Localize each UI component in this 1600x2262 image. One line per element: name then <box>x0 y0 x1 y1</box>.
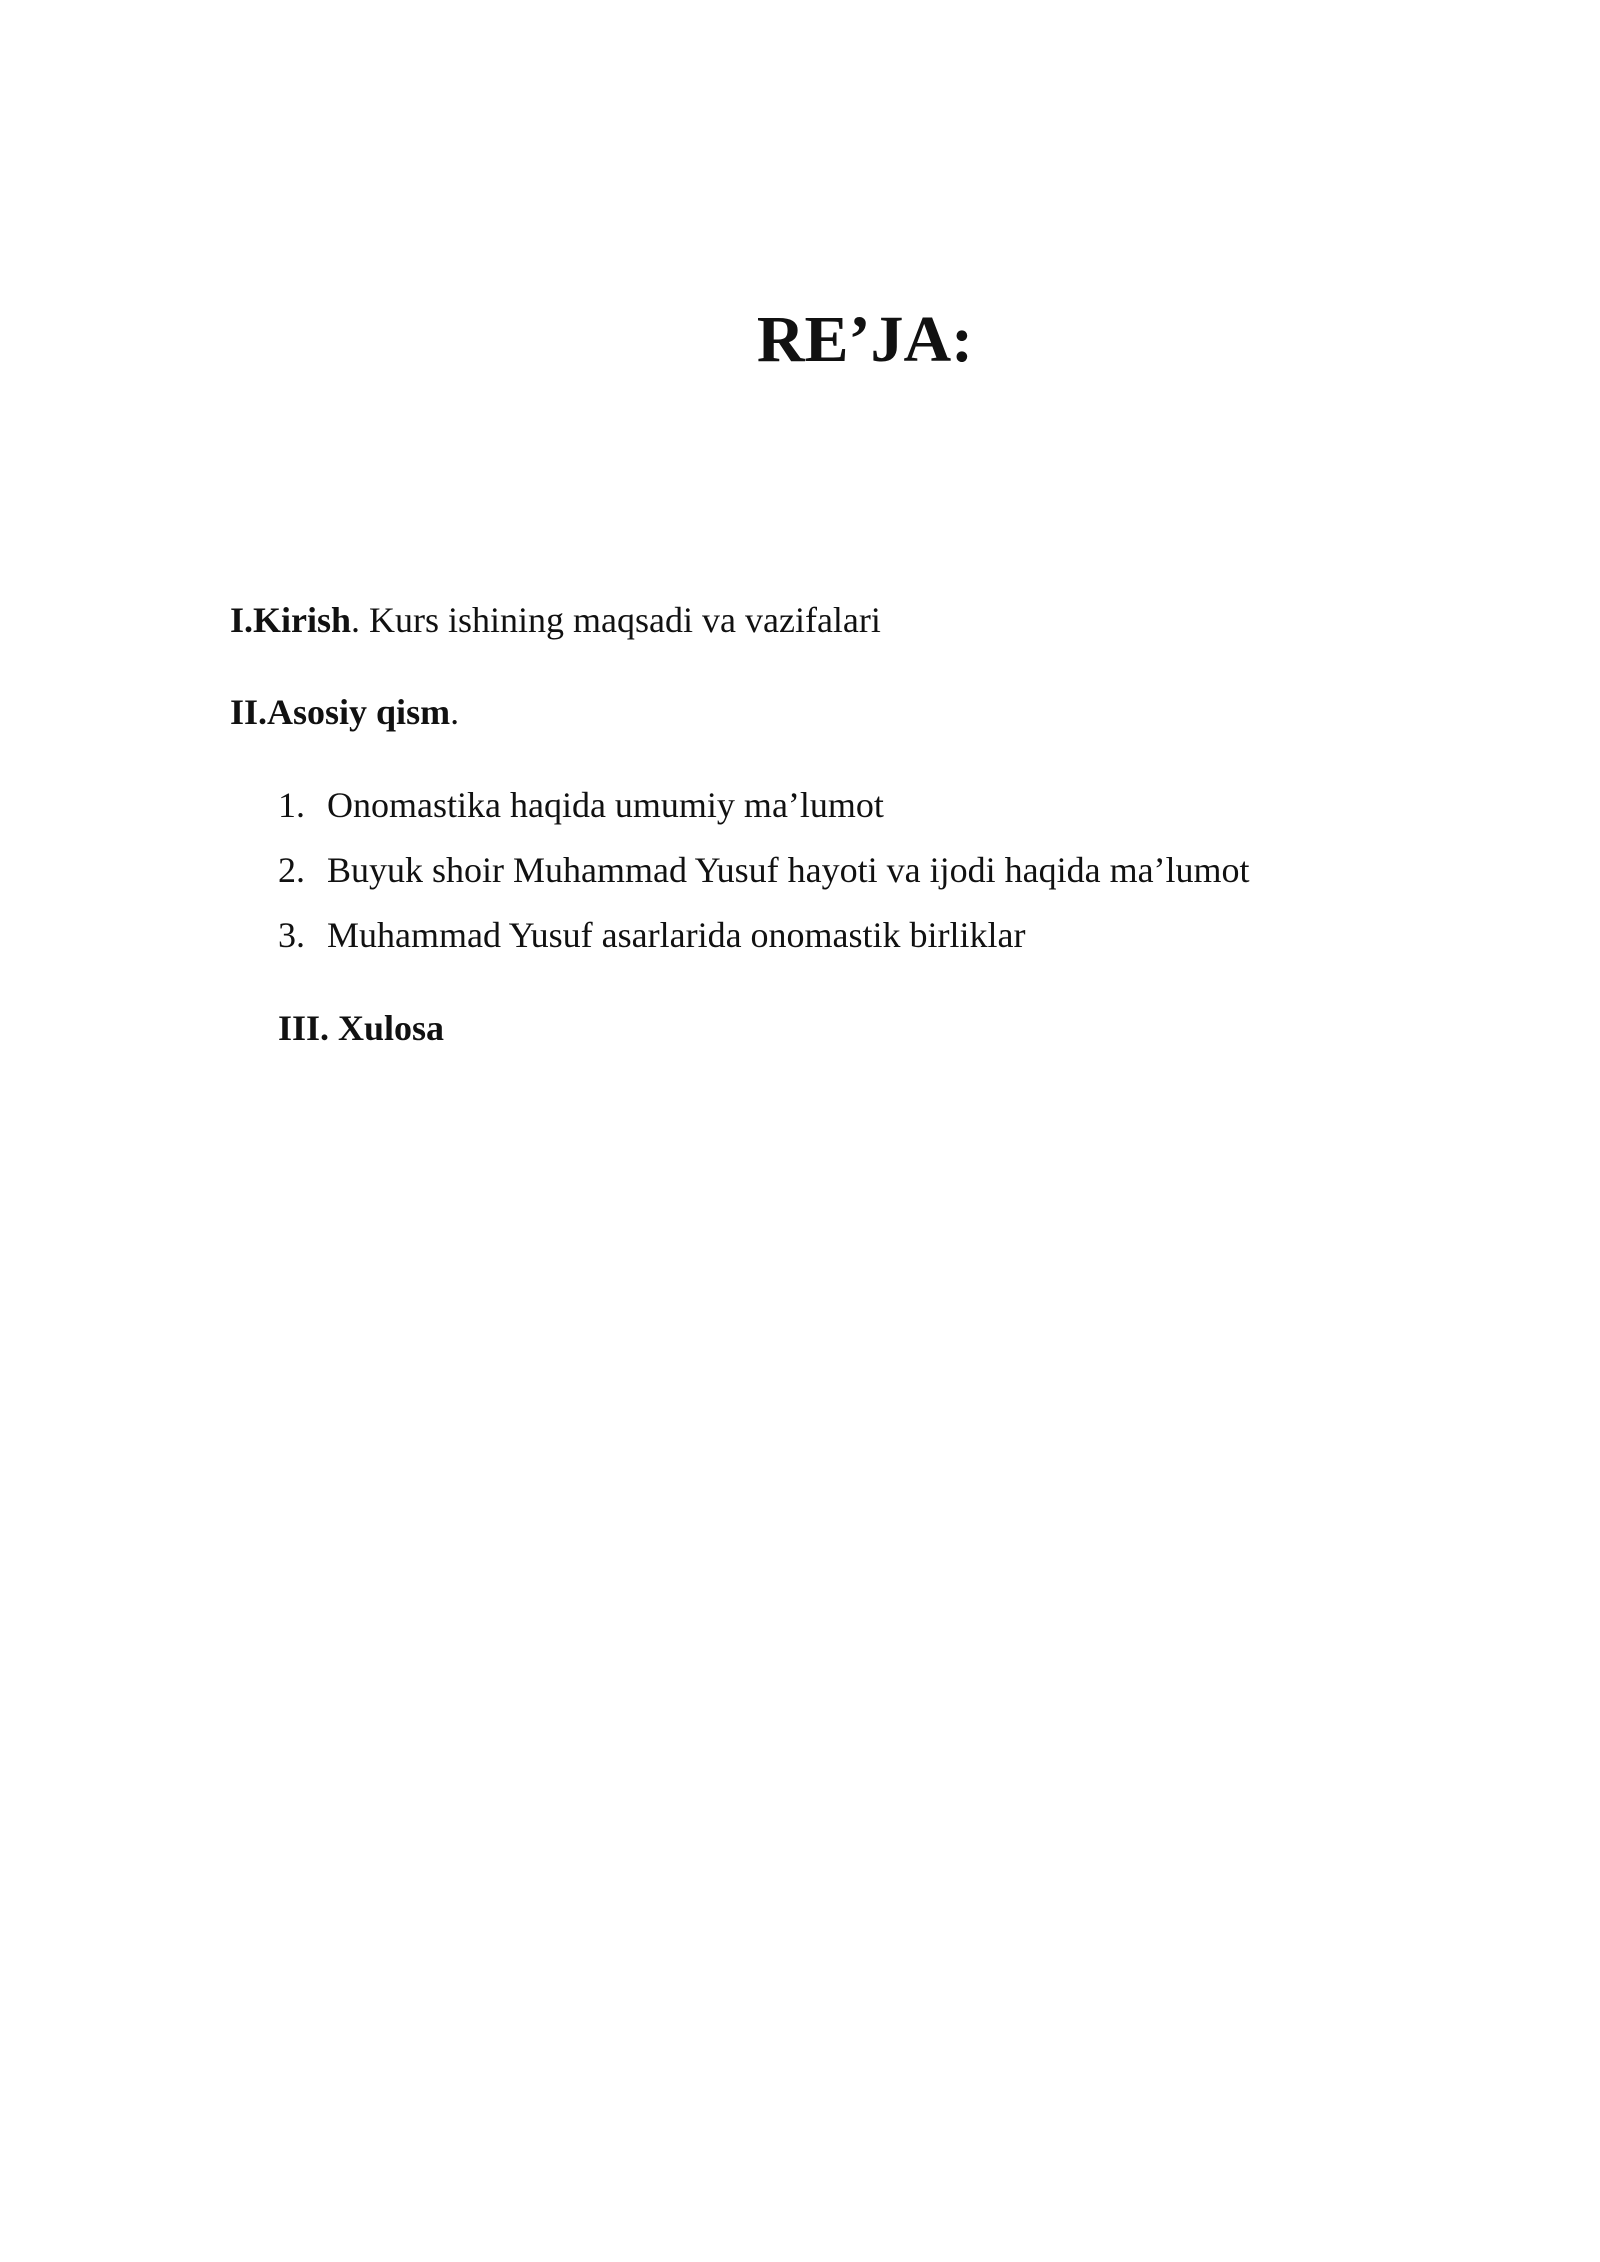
list-item-text: Onomastika haqida umumiy ma’lumot <box>327 785 884 825</box>
section-introduction-text: Kurs ishining maqsadi va vazifalari <box>360 600 881 640</box>
list-item-text: Muhammad Yusuf asarlarida onomastik birliklar <box>327 915 1026 955</box>
section-introduction <box>230 598 881 642</box>
list-item <box>278 783 884 827</box>
section-introduction-heading: I.Kirish <box>230 600 352 640</box>
section-main-part-separator: . <box>450 692 460 732</box>
list-item <box>278 848 1250 892</box>
section-conclusion-heading: III. Xulosa <box>278 1008 445 1048</box>
list-item-number: 1. <box>278 785 305 825</box>
document-title: RE’JA: <box>756 303 974 376</box>
section-introduction-separator: . <box>351 600 361 640</box>
list-item-number: 3. <box>278 915 305 955</box>
list-item-number: 2. <box>278 850 305 890</box>
section-main-part <box>230 690 459 734</box>
list-item-text: Buyuk shoir Muhammad Yusuf hayoti va ijodi haqida ma’lumot <box>327 850 1250 890</box>
section-main-part-heading: II.Asosiy qism <box>230 692 451 732</box>
list-item <box>278 913 1026 957</box>
section-conclusion <box>278 1006 444 1050</box>
